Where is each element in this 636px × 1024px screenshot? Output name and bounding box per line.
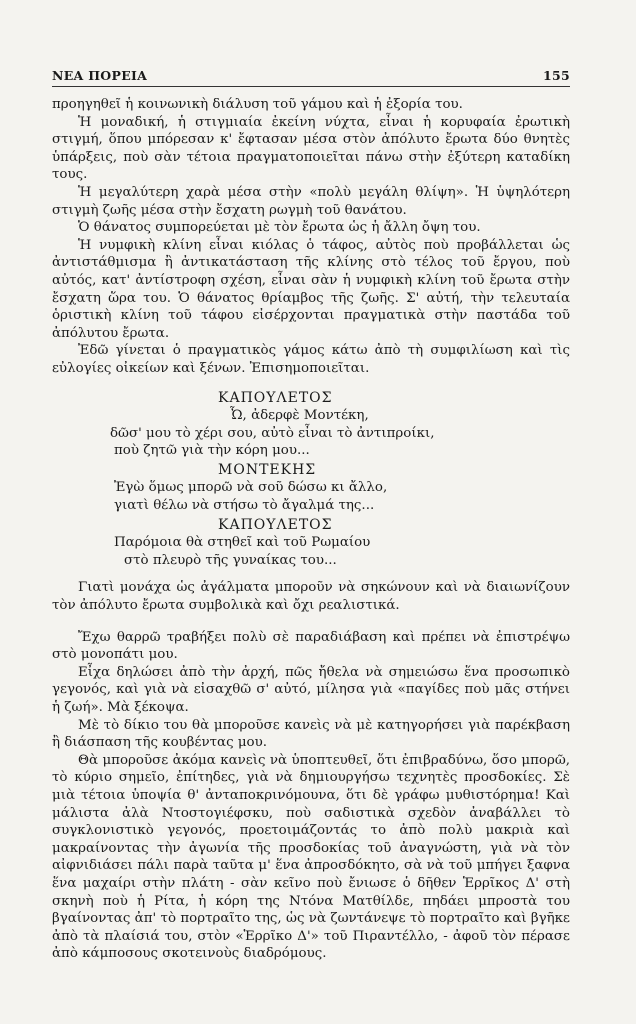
page-number: 155 [543,68,570,83]
verse-line: δῶσ' μου τὸ χέρι σου, αὐτὸ εἶναι τὸ ἀντιπροίκι, [110,425,435,441]
paragraph: Ὁ θάνατος συμπορεύεται μὲ τὸν ἔρωτα ὡς ἡ ἄλλη ὄψη του. [78,220,481,236]
speaker-name: ΚΑΠΟΥΛΕΤΟΣ [218,516,333,533]
page-body [52,96,570,963]
paragraph: Ἡ μεγαλύτερη χαρὰ μέσα στὴν «πολὺ μεγάλη θλίψη». Ἡ ὑψηλότερη στιγμὴ ζωῆς μέσα στὴν ἔσχατη ρωγμὴ τοῦ θανάτου. [52,184,570,218]
paragraph: Μὲ τὸ δίκιο του θὰ μποροῦσε κανεὶς νὰ μὲ κατηγορήσει γιὰ παρέκβαση ἢ διάσπαση τῆς κουβέντας μου. [52,717,570,751]
paragraph: Γιατὶ μονάχα ὡς ἀγάλματα μποροῦν νὰ σηκώνουν καὶ νὰ διαιωνίζουν τὸν ἀπόλυτο ἔρωτα συμβολικὰ καὶ ὄχι ρεαλιστικά. [52,580,570,614]
verse-line: Ὦ, ἀδερφὲ Μοντέκη, [230,408,369,424]
paragraph: Ἡ νυμφικὴ κλίνη εἶναι κιόλας ὁ τάφος, αὐτὸς ποὺ προβάλλεται ὡς ἀντιστάθμισμα ἢ ἀντικατάσταση τῆς κλίνης στὸ τέλος τοῦ ἔργου, ποὺ αὐτός, κατ' ἀντίστροφη σχέση, εἶναι σὰν ἡ νυμφικὴ κλίνη τοῦ ἔρωτα στὴν ἔσχατη ὥρα του. Ὁ θάνατος θρίαμβος τῆς ζωῆς. Σ' αὐτή, τὴν τελευταία ὁριστικὴ κλίνη τοῦ τάφου εἰσέρχονται πραγματικὰ στὴν παστάδα τοῦ ἀπόλυτου ἔρωτα. [52,237,570,341]
running-title: ΝΕΑ ΠΟΡΕΙΑ [52,68,148,83]
verse-line: Ἐγὼ ὅμως μπορῶ νὰ σοῦ δώσω κι ἄλλο, [114,480,388,496]
paragraph: Ἔχω θαρρῶ τραβήξει πολὺ σὲ παραδιάβαση καὶ πρέπει νὰ ἐπιστρέψω στὸ μονοπάτι μου. [52,629,570,663]
paragraph: Ἐδῶ γίνεται ὁ πραγματικὸς γάμος κάτω ἀπὸ τὴ συμφιλίωση καὶ τὶς εὐλογίες οἰκείων καὶ ξένων. Ἐπισημοποιεῖται. [52,343,570,376]
speaker-name: ΜΟΝΤΕΚΗΣ [218,461,317,478]
verse-line: Παρόμοια θὰ στηθεῖ καὶ τοῦ Ρωμαίου [114,535,371,551]
running-header [52,64,570,87]
paragraph: Θὰ μποροῦσε ἀκόμα κανεὶς νὰ ὑποπτευθεῖ, ὅτι ἐπιβραδύνω, ὅσο μπορῶ, τὸ κύριο σημεῖο, ἐπίτηδες, γιὰ νὰ δημιουργήσω τεχνητὲς προσδοκίες. Σὲ μιὰ τέτοια ὑποψία θ' ἀνταποκρινόμουνα, ὅτι δὲ γράφω μυθιστόρημα! Καὶ μάλιστα ἀλὰ Ντοστογιέφσκυ, ποὺ σαδιστικὰ σχεδὸν ἀναβάλλει τὸ συγκλονιστικὸ γεγονός, προετοιμάζοντάς το ἀπὸ πολὺ μακριὰ καὶ μακραίνοντας τὴν ἀγωνία τῆς προσδοκίας τοῦ ἀναγνώστη, γιὰ νὰ τὸν αἰφνιδιάσει πάλι παρὰ ταῦτα μ' ἕνα ἀπροσδόκητο, σὰ νὰ τοῦ μπήγει ξαφνα ἕνα μαχαίρι στὴν πλάτη - σὰν κεῖνο ποὺ ἔνιωσε ὁ δῆθεν Ἑρρῖκος Δ' στὴ σκηνὴ ποὺ ἡ Ρίτα, ἡ κόρη της Ντόνα Ματθίλδε, πηδάει μπροστὰ του βγαίνοντας ἀπ' τὸ πορτραῖτο της, ὡς νὰ ζωντάνεψε τὸ πορτραῖτο καὶ βγῆκε ἀπὸ τὰ πλαίσιά του, στὸν «Ἑρρῖκο Δ'» τοῦ Πιραντέλλο, - ἀφοῦ τὸν πέρασε ἀπὸ κάμποσους σκοτεινοὺς διαδρόμους. [52,752,570,962]
paragraph: προηγηθεῖ ἡ κοινωνικὴ διάλυση τοῦ γάμου καὶ ἡ ἐξορία του. [52,97,463,112]
paragraph: Ἡ μοναδική, ἡ στιγμιαία ἐκείνη νύχτα, εἶναι ἡ κορυφαία ἐρωτικὴ στιγμή, ὅπου μπόρεσαν κ' ἔφτασαν μέσα στὸν ἀπόλυτο ἔρωτα δύο θνητὲς ὑπάρξεις, ποὺ σὰν τέτοια πραγματοποιεῖται πάνω στὴν ἐξύτερη καταδίκη τους. [52,114,570,183]
verse-line: ποὺ ζητῶ γιὰ τὴν κόρη μου... [114,443,310,459]
paragraph: Εἶχα δηλώσει ἀπὸ τὴν ἀρχή, πῶς ἤθελα νὰ σημειώσω ἕνα προσωπικὸ γεγονός, καὶ γιὰ νὰ εἰσαχθῶ σ' αὐτό, μίλησα γιὰ «παγίδες ποὺ μᾶς στήνει ἡ ζωή». Μὰ ξέκοψα. [52,664,570,715]
speaker-name: ΚΑΠΟΥΛΕΤΟΣ [218,389,333,406]
verse-line: στὸ πλευρὸ τῆς γυναίκας του... [124,552,337,568]
verse-quote [52,390,570,570]
verse-line: γιατὶ θέλω νὰ στήσω τὸ ἄγαλμά της... [114,498,375,514]
